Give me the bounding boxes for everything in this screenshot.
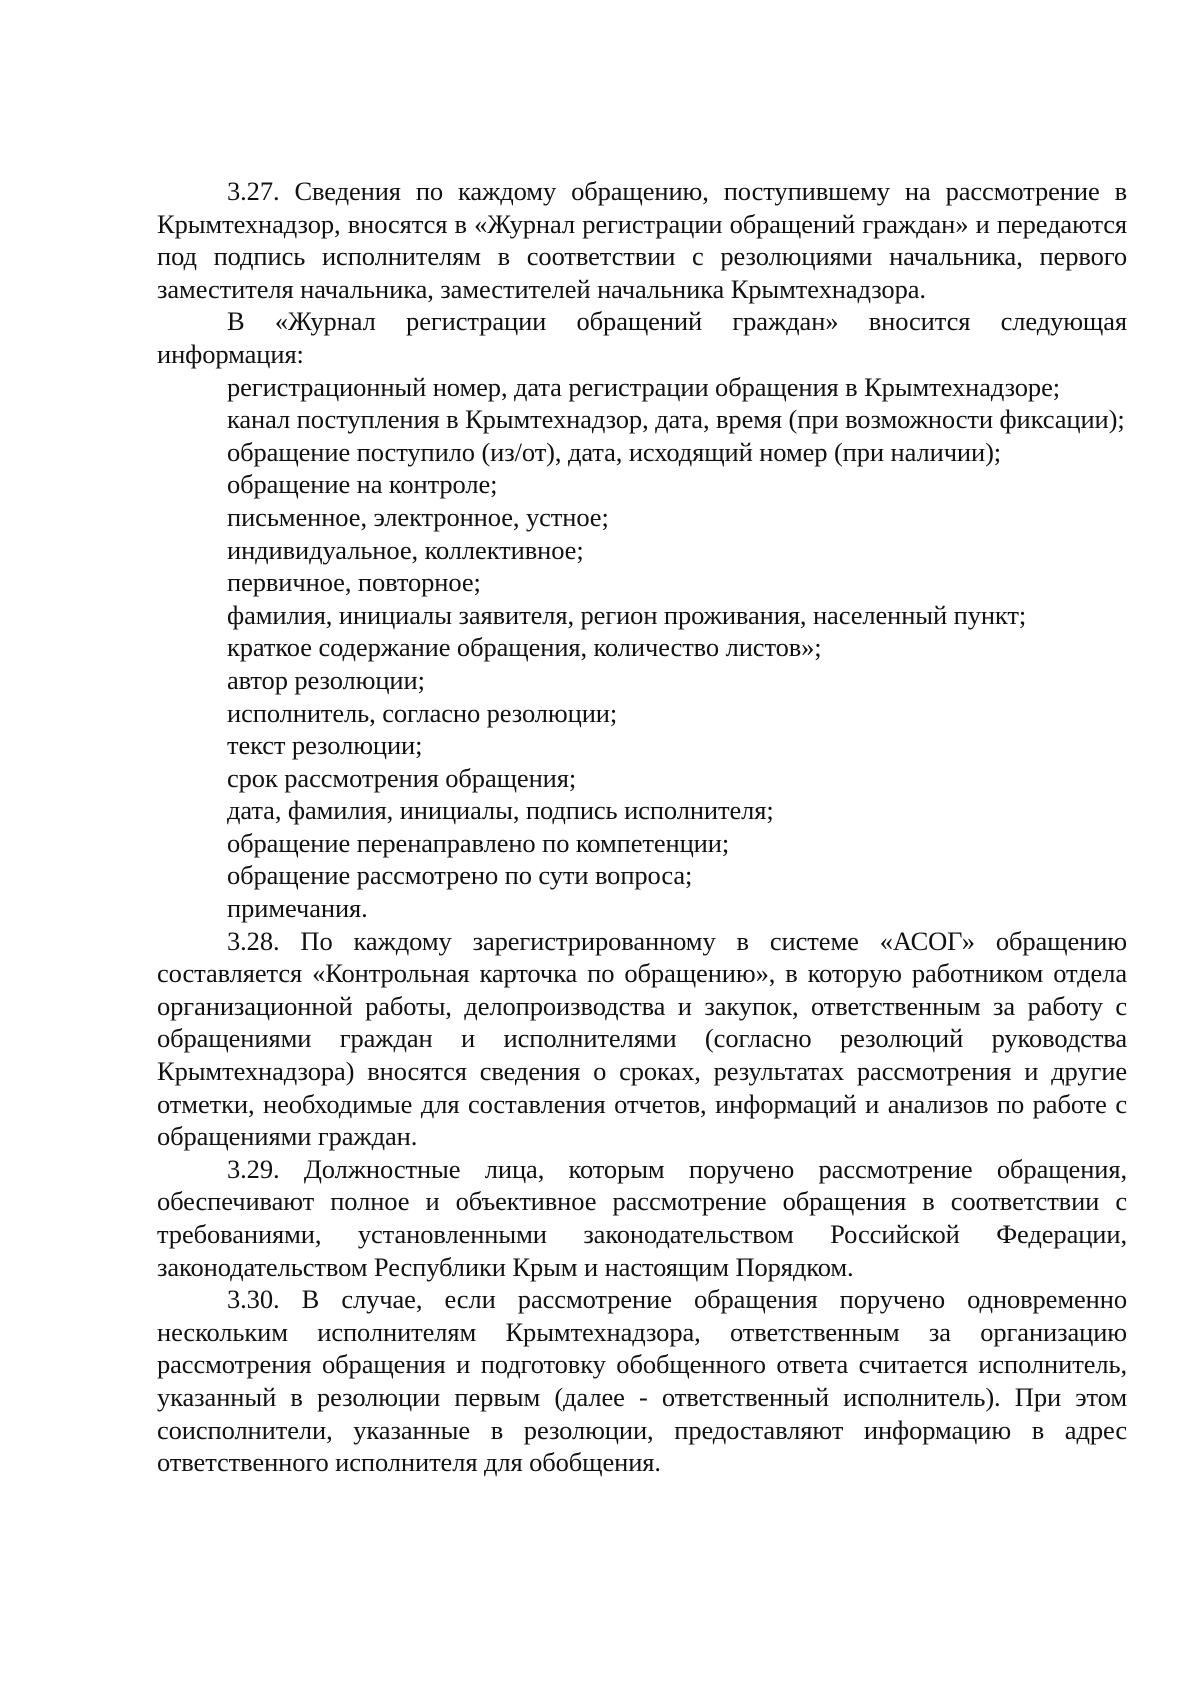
- list-item: канал поступления в Крымтехнадзор, дата, время (при возможности фиксации);: [227, 404, 1125, 435]
- list-item: автор резолюции;: [227, 664, 425, 695]
- paragraph-3-29: 3.29. Должностные лица, которым поручено рассмотрение обращения, обеспечивают полное и объективное рассмотрение обращения в соответствии с требованиями, установленными законодательством Российской Федерации, законодательством Республики Крым и настоящим Порядком.: [157, 1153, 1127, 1282]
- list-item: примечания.: [227, 893, 368, 924]
- journal-items-list: [157, 371, 1127, 925]
- list-item: письменное, электронное, устное;: [227, 501, 609, 532]
- list-item: обращение рассмотрено по сути вопроса;: [227, 860, 693, 891]
- list-item: краткое содержание обращения, количество листов»;: [227, 632, 822, 663]
- list-item: срок рассмотрения обращения;: [227, 762, 577, 793]
- list-item: индивидуальное, коллективное;: [227, 534, 584, 565]
- paragraph-3-27: 3.27. Сведения по каждому обращению, поступившему на рассмотрение в Крымтехнадзор, вносятся в «Журнал регистрации обращений граждан» и передаются под подпись исполнителям в соответствии с резолюциями начальника, первого заместителя начальника, заместителей начальника Крымтехнадзора.: [157, 176, 1127, 304]
- list-item: обращение на контроле;: [227, 469, 498, 500]
- list-item: первичное, повторное;: [227, 567, 481, 598]
- list-item: фамилия, инициалы заявителя, регион проживания, населенный пункт;: [227, 599, 1027, 630]
- list-item: дата, фамилия, инициалы, подпись исполнителя;: [227, 795, 774, 826]
- list-item: обращение перенаправлено по компетенции;: [227, 827, 730, 858]
- list-item: текст резолюции;: [227, 730, 423, 761]
- list-item: исполнитель, согласно резолюции;: [227, 697, 618, 728]
- journal-intro: В «Журнал регистрации обращений граждан» вносится следующая информация:: [157, 306, 1127, 369]
- list-item: обращение поступило (из/от), дата, исходящий номер (при наличии);: [227, 436, 1002, 467]
- list-item: регистрационный номер, дата регистрации обращения в Крымтехнадзоре;: [227, 371, 1061, 402]
- paragraph-3-28: 3.28. По каждому зарегистрированному в системе «АСОГ» обращению составляется «Контрольная карточка по обращению», в которую работником отдела организационной работы, делопроизводства и закупок, ответственным за работу с обращениями граждан и исполнителями (согласно резолюций руководства Крымтехнадзора) вносятся сведения о сроках, результатах рассмотрения и другие отметки, необходимые для составления отчетов, информаций и анализов по работе с обращениями граждан.: [157, 925, 1127, 1152]
- paragraph-3-30: 3.30. В случае, если рассмотрение обращения поручено одновременно нескольким исполнителям Крымтехнадзора, ответственным за организацию рассмотрения обращения и подготовку обобщенного ответа считается исполнитель, указанный в резолюции первым (далее - ответственный исполнитель). При этом соисполнители, указанные в резолюции, предоставляют информацию в адрес ответственного исполнителя для обобщения.: [157, 1284, 1127, 1478]
- document-page: [157, 175, 1127, 1479]
